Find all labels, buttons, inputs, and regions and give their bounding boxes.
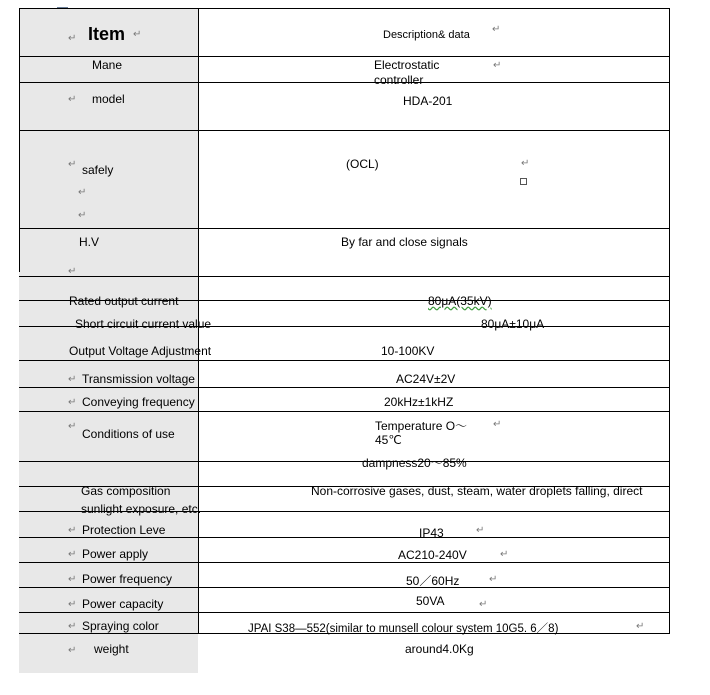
paragraph-mark-icon: ↵	[68, 397, 77, 408]
paragraph-mark-icon: ↵	[78, 187, 87, 198]
value-text: 45℃	[375, 433, 402, 447]
item-label: safely	[82, 163, 114, 177]
value-text: 50／60Hz	[406, 574, 460, 588]
item-label: Gas composition	[81, 484, 171, 498]
paragraph-mark-icon: ↵	[68, 621, 77, 632]
value-text: IP43	[419, 526, 444, 540]
row-border	[19, 537, 670, 538]
table-border-left	[19, 8, 20, 272]
item-label: Power frequency	[82, 572, 173, 586]
row-border	[19, 228, 670, 229]
item-label: Rated output current	[69, 294, 179, 308]
table-border-right	[669, 8, 670, 633]
value-text: 80μA±10μA	[481, 317, 545, 331]
paragraph-mark-icon: ↵	[68, 525, 77, 536]
paragraph-mark-icon: ↵	[68, 159, 77, 170]
row-border	[19, 587, 670, 588]
paragraph-mark-icon: ↵	[479, 599, 488, 610]
item-label: Conveying frequency	[82, 395, 195, 409]
value-text: Electrostatic	[374, 58, 440, 72]
paragraph-mark-icon: ↵	[68, 374, 77, 385]
value-text: Non-corrosive gases, dust, steam, water droplets falling, direct	[311, 484, 643, 498]
paragraph-mark-icon: ↵	[68, 33, 77, 44]
item-label: Transmission voltage	[82, 372, 195, 386]
paragraph-mark-icon: ↵	[68, 599, 77, 610]
item-label: Mane	[92, 58, 123, 72]
row-border	[19, 411, 670, 412]
paragraph-mark-icon: ↵	[68, 574, 77, 585]
paragraph-mark-icon: ↵	[68, 549, 77, 560]
value-text: JPAI S38—552(similar to munsell colour system 10G5. 6／8)	[248, 623, 559, 635]
paragraph-mark-icon: ↵	[68, 421, 77, 432]
item-label: weight	[94, 642, 129, 656]
paragraph-mark-icon: ↵	[521, 158, 530, 169]
item-label: model	[92, 92, 125, 106]
row-border	[19, 276, 670, 277]
paragraph-mark-icon: ↵	[493, 419, 502, 430]
item-label: Spraying color	[82, 619, 159, 633]
paragraph-mark-icon: ↵	[636, 621, 645, 632]
item-label: Power apply	[82, 547, 149, 561]
row-border	[19, 56, 670, 57]
row-border	[19, 82, 670, 83]
value-text: AC24V±2V	[396, 372, 456, 386]
row-border	[19, 461, 670, 462]
row-border	[19, 387, 670, 388]
item-label: H.V	[79, 235, 100, 249]
paragraph-mark-icon: ↵	[493, 60, 502, 71]
value-text: 80μA(35kV)	[428, 294, 492, 308]
value-text: HDA-201	[403, 94, 453, 108]
value-text: dampness20～85%	[362, 456, 467, 470]
value-text: By far and close signals	[341, 235, 468, 249]
item-label: Power capacity	[82, 597, 164, 611]
item-label: Protection Leve	[82, 523, 166, 537]
value-text: 10-100KV	[381, 344, 435, 358]
header-description: Description& data	[383, 29, 470, 41]
paragraph-mark-icon: ↵	[492, 24, 501, 35]
item-label: Short circuit current value	[75, 317, 212, 331]
value-text: controller	[374, 73, 424, 87]
value-text: (OCL)	[346, 157, 379, 171]
paragraph-mark-icon: ↵	[500, 549, 509, 560]
row-border	[19, 8, 670, 9]
item-label: Conditions of use	[82, 427, 175, 441]
header-item: Item	[88, 24, 126, 44]
paragraph-mark-icon: ↵	[68, 645, 77, 656]
paragraph-mark-icon: ↵	[133, 29, 142, 40]
value-text: 50VA	[416, 594, 445, 608]
paragraph-mark-icon: ↵	[68, 94, 77, 105]
paragraph-mark-icon: ↵	[78, 210, 87, 221]
value-text: Temperature O～	[375, 419, 468, 433]
row-border	[19, 130, 670, 131]
paragraph-mark-icon: ↵	[68, 266, 77, 277]
value-text: 20kHz±1kHZ	[384, 395, 454, 409]
paragraph-mark-icon: ↵	[476, 525, 485, 536]
row-border	[19, 612, 670, 613]
paragraph-mark-icon: ↵	[489, 574, 498, 585]
value-text: around4.0Kg	[405, 642, 474, 656]
value-text: AC210-240V	[398, 548, 467, 562]
row-border	[19, 360, 670, 361]
item-label: Output Voltage Adjustment	[69, 344, 212, 358]
item-label-continued: sunlight exposure, etc.	[81, 502, 202, 516]
row-border	[19, 562, 670, 563]
checkbox-marker	[520, 178, 527, 185]
